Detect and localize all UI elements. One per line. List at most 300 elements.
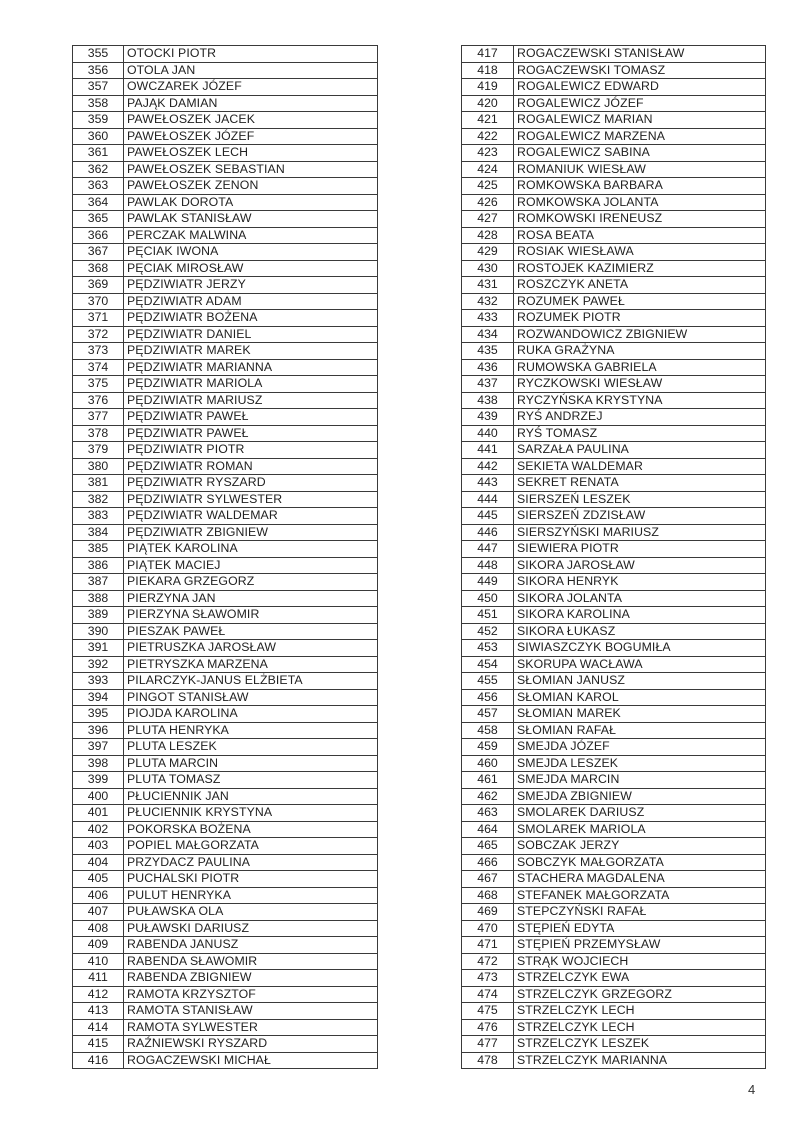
- table-row: [462, 409, 766, 426]
- table-row: [462, 194, 766, 211]
- row-number: 377: [73, 409, 124, 426]
- table-row: [462, 178, 766, 195]
- row-number: 396: [73, 722, 124, 739]
- table-row: [73, 739, 378, 756]
- row-number: 429: [462, 244, 514, 261]
- row-number: 422: [462, 128, 514, 145]
- table-row: [462, 425, 766, 442]
- table-row: [73, 607, 378, 624]
- row-number: 405: [73, 871, 124, 888]
- row-number: 419: [462, 79, 514, 96]
- table-row: [73, 293, 378, 310]
- person-name: PĘDZIWIATR WALDEMAR: [124, 508, 378, 525]
- person-name: SŁOMIAN KAROL: [514, 689, 766, 706]
- person-name: PUCHALSKI PIOTR: [124, 871, 378, 888]
- person-name: SMEJDA ZBIGNIEW: [514, 788, 766, 805]
- table-row: [73, 1003, 378, 1020]
- row-number: 385: [73, 541, 124, 558]
- table-row: [73, 95, 378, 112]
- person-name: STRZELCZYK MARIANNA: [514, 1052, 766, 1069]
- person-name: PĘDZIWIATR ROMAN: [124, 458, 378, 475]
- person-name: RYŚ ANDRZEJ: [514, 409, 766, 426]
- row-number: 473: [462, 970, 514, 987]
- person-name: SOBCZAK JERZY: [514, 838, 766, 855]
- table-row: [462, 326, 766, 343]
- table-row: [73, 821, 378, 838]
- row-number: 409: [73, 937, 124, 954]
- person-name: STEPCZYŃSKI RAFAŁ: [514, 904, 766, 921]
- person-name: SIERSZEŃ ZDZISŁAW: [514, 508, 766, 525]
- table-row: [73, 640, 378, 657]
- table-row: [462, 1052, 766, 1069]
- table-row: [73, 194, 378, 211]
- row-number: 404: [73, 854, 124, 871]
- table-row: [73, 524, 378, 541]
- table-row: [462, 805, 766, 822]
- table-row: [73, 392, 378, 409]
- person-name: OWCZAREK JÓZEF: [124, 79, 378, 96]
- table-row: [462, 1019, 766, 1036]
- person-name: PIERZYNA SŁAWOMIR: [124, 607, 378, 624]
- table-row: [73, 343, 378, 360]
- table-row: [73, 871, 378, 888]
- table-row: [73, 590, 378, 607]
- row-number: 446: [462, 524, 514, 541]
- row-number: 359: [73, 112, 124, 129]
- table-row: [73, 425, 378, 442]
- row-number: 398: [73, 755, 124, 772]
- row-number: 433: [462, 310, 514, 327]
- table-row: [73, 376, 378, 393]
- person-name: PIETRYSZKA MARZENA: [124, 656, 378, 673]
- row-number: 416: [73, 1052, 124, 1069]
- person-name: SIKORA JOLANTA: [514, 590, 766, 607]
- table-row: [73, 491, 378, 508]
- person-name: PŁUCIENNIK JAN: [124, 788, 378, 805]
- table-row: [462, 557, 766, 574]
- person-name: POPIEL MAŁGORZATA: [124, 838, 378, 855]
- person-name: RABENDA SŁAWOMIR: [124, 953, 378, 970]
- row-number: 369: [73, 277, 124, 294]
- row-number: 371: [73, 310, 124, 327]
- table-row: [462, 656, 766, 673]
- row-number: 448: [462, 557, 514, 574]
- row-number: 415: [73, 1036, 124, 1053]
- table-row: [462, 788, 766, 805]
- table-row: [462, 904, 766, 921]
- table-row: [462, 277, 766, 294]
- row-number: 411: [73, 970, 124, 987]
- table-row: [73, 475, 378, 492]
- table-row: [73, 326, 378, 343]
- table-row: [462, 46, 766, 63]
- person-name: ROZWANDOWICZ ZBIGNIEW: [514, 326, 766, 343]
- person-name: SMOLAREK MARIOLA: [514, 821, 766, 838]
- row-number: 449: [462, 574, 514, 591]
- row-number: 432: [462, 293, 514, 310]
- row-number: 370: [73, 293, 124, 310]
- table-row: [462, 475, 766, 492]
- table-row: [462, 112, 766, 129]
- person-name: PUŁAWSKA OLA: [124, 904, 378, 921]
- table-row: [73, 227, 378, 244]
- table-row: [73, 260, 378, 277]
- row-number: 375: [73, 376, 124, 393]
- person-name: PĘDZIWIATR MAREK: [124, 343, 378, 360]
- person-name: SŁOMIAN RAFAŁ: [514, 722, 766, 739]
- person-name: OTOCKI PIOTR: [124, 46, 378, 63]
- table-row: [73, 1019, 378, 1036]
- person-name: RYCZKOWSKI WIESŁAW: [514, 376, 766, 393]
- table-row: [462, 953, 766, 970]
- person-name: SEKRET RENATA: [514, 475, 766, 492]
- row-number: 430: [462, 260, 514, 277]
- table-row: [73, 128, 378, 145]
- person-name: ROSIAK WIESŁAWA: [514, 244, 766, 261]
- table-row: [462, 623, 766, 640]
- person-name: PĘCIAK MIROSŁAW: [124, 260, 378, 277]
- row-number: 367: [73, 244, 124, 261]
- person-name: PIOJDA KAROLINA: [124, 706, 378, 723]
- table-row: [73, 79, 378, 96]
- person-name: PIEKARA GRZEGORZ: [124, 574, 378, 591]
- table-row: [462, 986, 766, 1003]
- row-number: 381: [73, 475, 124, 492]
- person-name: SEKIETA WALDEMAR: [514, 458, 766, 475]
- table-row: [462, 79, 766, 96]
- table-row: [73, 178, 378, 195]
- row-number: 394: [73, 689, 124, 706]
- person-name: RABENDA ZBIGNIEW: [124, 970, 378, 987]
- row-number: 470: [462, 920, 514, 937]
- row-number: 402: [73, 821, 124, 838]
- row-number: 451: [462, 607, 514, 624]
- person-name: ROGALEWICZ SABINA: [514, 145, 766, 162]
- table-row: [73, 574, 378, 591]
- row-number: 382: [73, 491, 124, 508]
- table-row: [73, 706, 378, 723]
- table-row: [73, 986, 378, 1003]
- row-number: 413: [73, 1003, 124, 1020]
- row-number: 445: [462, 508, 514, 525]
- row-number: 417: [462, 46, 514, 63]
- table-row: [462, 640, 766, 657]
- table-row: [73, 310, 378, 327]
- person-name: PAWLAK STANISŁAW: [124, 211, 378, 228]
- person-name: PINGOT STANISŁAW: [124, 689, 378, 706]
- person-name: PĘDZIWIATR BOŻENA: [124, 310, 378, 327]
- person-name: PAWEŁOSZEK LECH: [124, 145, 378, 162]
- row-number: 391: [73, 640, 124, 657]
- row-number: 468: [462, 887, 514, 904]
- table-row: [462, 524, 766, 541]
- table-row: [73, 145, 378, 162]
- table-row: [73, 788, 378, 805]
- table-row: [462, 970, 766, 987]
- table-row: [73, 409, 378, 426]
- person-name: STRĄK WOJCIECH: [514, 953, 766, 970]
- person-name: PĘDZIWIATR DANIEL: [124, 326, 378, 343]
- row-number: 447: [462, 541, 514, 558]
- row-number: 478: [462, 1052, 514, 1069]
- row-number: 399: [73, 772, 124, 789]
- table-row: [73, 277, 378, 294]
- table-row: [462, 871, 766, 888]
- row-number: 439: [462, 409, 514, 426]
- row-number: 428: [462, 227, 514, 244]
- person-name: RABENDA JANUSZ: [124, 937, 378, 954]
- person-name: STĘPIEŃ PRZEMYSŁAW: [514, 937, 766, 954]
- row-number: 425: [462, 178, 514, 195]
- row-number: 443: [462, 475, 514, 492]
- row-number: 390: [73, 623, 124, 640]
- table-row: [462, 689, 766, 706]
- row-number: 400: [73, 788, 124, 805]
- table-row: [73, 623, 378, 640]
- row-number: 368: [73, 260, 124, 277]
- person-name: POKORSKA BOŻENA: [124, 821, 378, 838]
- person-name: PIĄTEK KAROLINA: [124, 541, 378, 558]
- person-name: RUKA GRAŻYNA: [514, 343, 766, 360]
- person-name: PAWLAK DOROTA: [124, 194, 378, 211]
- person-name: PRZYDACZ PAULINA: [124, 854, 378, 871]
- row-number: 380: [73, 458, 124, 475]
- row-number: 466: [462, 854, 514, 871]
- table-row: [73, 805, 378, 822]
- row-number: 427: [462, 211, 514, 228]
- row-number: 397: [73, 739, 124, 756]
- table-row: [462, 211, 766, 228]
- row-number: 457: [462, 706, 514, 723]
- person-name: RAMOTA SYLWESTER: [124, 1019, 378, 1036]
- person-name: ROSA BEATA: [514, 227, 766, 244]
- table-row: [462, 343, 766, 360]
- row-number: 441: [462, 442, 514, 459]
- person-name: ROGALEWICZ MARZENA: [514, 128, 766, 145]
- row-number: 386: [73, 557, 124, 574]
- person-name: ROGALEWICZ JÓZEF: [514, 95, 766, 112]
- row-number: 372: [73, 326, 124, 343]
- table-row: [462, 821, 766, 838]
- row-number: 454: [462, 656, 514, 673]
- table-row: [73, 689, 378, 706]
- table-row: [73, 904, 378, 921]
- person-name: ROGALEWICZ MARIAN: [514, 112, 766, 129]
- table-row: [462, 1036, 766, 1053]
- row-number: 379: [73, 442, 124, 459]
- person-name: ROGACZEWSKI STANISŁAW: [514, 46, 766, 63]
- table-row: [462, 755, 766, 772]
- row-number: 464: [462, 821, 514, 838]
- person-name: PĘDZIWIATR ADAM: [124, 293, 378, 310]
- row-number: 472: [462, 953, 514, 970]
- person-name: SIWIASZCZYK BOGUMIŁA: [514, 640, 766, 657]
- table-row: [73, 541, 378, 558]
- person-name: PĘCIAK IWONA: [124, 244, 378, 261]
- person-name: STRZELCZYK EWA: [514, 970, 766, 987]
- row-number: 442: [462, 458, 514, 475]
- person-name: PIĄTEK MACIEJ: [124, 557, 378, 574]
- table-row: [462, 722, 766, 739]
- person-name: PAWEŁOSZEK JÓZEF: [124, 128, 378, 145]
- person-name: ROMKOWSKI IRENEUSZ: [514, 211, 766, 228]
- table-row: [73, 1052, 378, 1069]
- person-name: OTOLA JAN: [124, 62, 378, 79]
- table-row: [462, 310, 766, 327]
- row-number: 383: [73, 508, 124, 525]
- person-name: ROMKOWSKA JOLANTA: [514, 194, 766, 211]
- table-row: [462, 95, 766, 112]
- person-name: PIETRUSZKA JAROSŁAW: [124, 640, 378, 657]
- person-name: PĘDZIWIATR SYLWESTER: [124, 491, 378, 508]
- person-name: ROSTOJEK KAZIMIERZ: [514, 260, 766, 277]
- row-number: 363: [73, 178, 124, 195]
- row-number: 376: [73, 392, 124, 409]
- table-row: [462, 458, 766, 475]
- person-name: PĘDZIWIATR PAWEŁ: [124, 425, 378, 442]
- row-number: 387: [73, 574, 124, 591]
- row-number: 410: [73, 953, 124, 970]
- row-number: 459: [462, 739, 514, 756]
- person-name: PAJĄK DAMIAN: [124, 95, 378, 112]
- person-name: PERCZAK MALWINA: [124, 227, 378, 244]
- table-row: [462, 739, 766, 756]
- row-number: 463: [462, 805, 514, 822]
- row-number: 406: [73, 887, 124, 904]
- person-name: PĘDZIWIATR PIOTR: [124, 442, 378, 459]
- table-row: [462, 293, 766, 310]
- person-name: ROZUMEK PIOTR: [514, 310, 766, 327]
- row-number: 423: [462, 145, 514, 162]
- row-number: 366: [73, 227, 124, 244]
- row-number: 414: [73, 1019, 124, 1036]
- row-number: 461: [462, 772, 514, 789]
- person-name: ROMANIUK WIESŁAW: [514, 161, 766, 178]
- row-number: 378: [73, 425, 124, 442]
- row-number: 358: [73, 95, 124, 112]
- person-name: SOBCZYK MAŁGORZATA: [514, 854, 766, 871]
- table-row: [73, 854, 378, 871]
- person-name: PILARCZYK-JANUS ELŻBIETA: [124, 673, 378, 690]
- row-number: 393: [73, 673, 124, 690]
- row-number: 456: [462, 689, 514, 706]
- table-row: [462, 161, 766, 178]
- roster-table-left: [72, 45, 378, 1069]
- page-number: 4: [748, 1082, 756, 1097]
- table-row: [462, 887, 766, 904]
- row-number: 389: [73, 607, 124, 624]
- person-name: SIKORA JAROSŁAW: [514, 557, 766, 574]
- row-number: 458: [462, 722, 514, 739]
- person-name: STRZELCZYK LESZEK: [514, 1036, 766, 1053]
- person-name: PLUTA MARCIN: [124, 755, 378, 772]
- table-row: [462, 607, 766, 624]
- row-number: 436: [462, 359, 514, 376]
- row-number: 356: [73, 62, 124, 79]
- table-row: [462, 62, 766, 79]
- table-row: [73, 458, 378, 475]
- table-row: [462, 145, 766, 162]
- person-name: SMOLAREK DARIUSZ: [514, 805, 766, 822]
- row-number: 420: [462, 95, 514, 112]
- person-name: PLUTA LESZEK: [124, 739, 378, 756]
- table-row: [73, 557, 378, 574]
- person-name: RAŹNIEWSKI RYSZARD: [124, 1036, 378, 1053]
- person-name: PAWEŁOSZEK ZENON: [124, 178, 378, 195]
- row-number: 444: [462, 491, 514, 508]
- person-name: ROMKOWSKA BARBARA: [514, 178, 766, 195]
- row-number: 401: [73, 805, 124, 822]
- table-row: [73, 508, 378, 525]
- row-number: 437: [462, 376, 514, 393]
- person-name: ROGACZEWSKI MICHAŁ: [124, 1052, 378, 1069]
- table-row: [73, 46, 378, 63]
- row-number: 426: [462, 194, 514, 211]
- row-number: 469: [462, 904, 514, 921]
- table-row: [462, 541, 766, 558]
- person-name: SIERSZYŃSKI MARIUSZ: [514, 524, 766, 541]
- table-row: [73, 244, 378, 261]
- table-row: [73, 211, 378, 228]
- person-name: PIESZAK PAWEŁ: [124, 623, 378, 640]
- person-name: STACHERA MAGDALENA: [514, 871, 766, 888]
- person-name: SMEJDA LESZEK: [514, 755, 766, 772]
- row-number: 434: [462, 326, 514, 343]
- table-row: [462, 574, 766, 591]
- row-number: 374: [73, 359, 124, 376]
- row-number: 471: [462, 937, 514, 954]
- person-name: PAWEŁOSZEK SEBASTIAN: [124, 161, 378, 178]
- person-name: RYCZYŃSKA KRYSTYNA: [514, 392, 766, 409]
- row-number: 395: [73, 706, 124, 723]
- row-number: 360: [73, 128, 124, 145]
- person-name: SIKORA HENRYK: [514, 574, 766, 591]
- table-row: [462, 491, 766, 508]
- row-number: 424: [462, 161, 514, 178]
- row-number: 477: [462, 1036, 514, 1053]
- person-name: SKORUPA WACŁAWA: [514, 656, 766, 673]
- person-name: STĘPIEŃ EDYTA: [514, 920, 766, 937]
- table-row: [73, 937, 378, 954]
- person-name: SARZAŁA PAULINA: [514, 442, 766, 459]
- row-number: 407: [73, 904, 124, 921]
- table-row: [73, 970, 378, 987]
- row-number: 361: [73, 145, 124, 162]
- table-row: [73, 62, 378, 79]
- table-row: [462, 937, 766, 954]
- row-number: 392: [73, 656, 124, 673]
- roster-table-right-body: [462, 46, 766, 1069]
- table-row: [73, 161, 378, 178]
- table-row: [73, 1036, 378, 1053]
- table-row: [73, 673, 378, 690]
- row-number: 384: [73, 524, 124, 541]
- person-name: PLUTA HENRYKA: [124, 722, 378, 739]
- person-name: PIERZYNA JAN: [124, 590, 378, 607]
- table-row: [73, 920, 378, 937]
- roster-table-right: [461, 45, 766, 1069]
- person-name: SIKORA ŁUKASZ: [514, 623, 766, 640]
- row-number: 467: [462, 871, 514, 888]
- table-row: [462, 590, 766, 607]
- person-name: PĘDZIWIATR MARIOLA: [124, 376, 378, 393]
- table-row: [462, 920, 766, 937]
- person-name: STRZELCZYK LECH: [514, 1019, 766, 1036]
- table-row: [462, 260, 766, 277]
- person-name: PĘDZIWIATR PAWEŁ: [124, 409, 378, 426]
- table-row: [462, 359, 766, 376]
- table-row: [462, 244, 766, 261]
